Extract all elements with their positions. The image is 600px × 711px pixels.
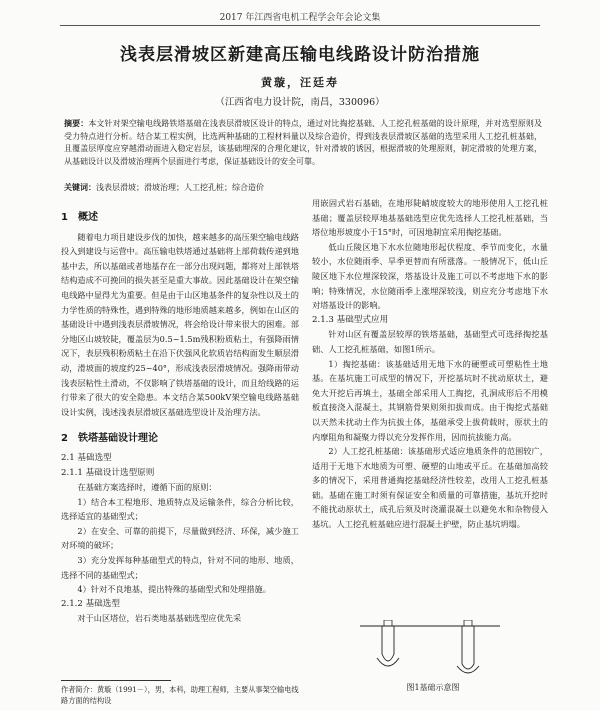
list-item: 1）掏挖基础：该基础适用无地下水的硬塑或可塑粘性土地基。在基坑施工可成型的情况下，开挖基坑时不扰动原状土，避免大开挖后再填土，基础全部采用人工掏挖，孔洞成形后不用模板直接浇入混凝土，其钢筋骨架则须扣拔而成。由于掏挖式基础以天然未扰动土作为抗拔土体，基础承受上拔荷载时，原状土的内摩阻角和凝聚力得以充分发挥作用，因而抗拔能力高。 (312, 358, 548, 442)
paragraph: 低山丘陵区地下水水位随地形起伏程度、季节而变化，水量较小，水位随雨季、旱季更替而有所涨落。一般情况下，低山丘陵区地下水位埋深较深，塔基设计及施工可以不考虑地下水的影响；特殊情况，水位随雨季上涨埋深较浅，则应充分考虑地下水对塔基设计的影响。 (312, 241, 548, 311)
list-item: 1）结合本工程地形、地质特点及运输条件，综合分析比较，选择适宜的基础型式； (61, 496, 299, 522)
subsection-heading: 2.1.3 基础型式应用 (312, 314, 389, 325)
list-item: 2）人工挖孔桩基础：该基础形式适应地质条件的范围较广，适用于无地下水地质为可塑、硬塑的山地或平丘。在基础加高较多的情况下，采用普通掏挖基础经济性较差，改用人工挖孔桩基础。基础在施工时须有保证安全和质量的可靠措施，基坑开挖时不能扰动原状土，成孔后须及时浇灌混凝土以避免水和杂物侵入基坑。人工挖孔桩基础应进行混凝土护壁，防止基坑坍塌。 (312, 446, 548, 530)
abstract (64, 118, 542, 168)
paragraph: 用嵌固式岩石基础，在地形陡峭坡度较大的地形使用人工挖孔桩基础；覆盖层较厚地基基础选型应优先选择人工挖孔桩基础，当塔位地形坡度小于15°时，可因地制宜采用掏挖基础。 (312, 198, 548, 238)
foundation-diagram (360, 620, 500, 678)
subsection-heading: 2.1 基础选型 (61, 452, 112, 463)
abstract-text: 本文针对架空输电线路铁塔基础在浅表层滑坡区设计的特点，通过对比掏挖基础、人工挖孔桩基础的设计原理，并对选型原则及受力特点进行分析。结合某工程实例，比选两种基础的工程材料量以及综合造价，得到浅表层滑坡区基础的选型采用人工挖孔桩基础，且覆盖层厚度应穿越滑动面进入稳定岩层，该基础埋深的合理化建议，针对滑坡的诱因，根据滑坡的处理原则，制定滑坡的处理方案，从基础设计以及滑坡治理两个层面进行考虑，保证基础设计的安全可靠。 (64, 119, 542, 166)
paragraph: 在基础方案选择时，遵循下面的原则： (77, 482, 217, 493)
header-rule (60, 25, 540, 26)
list-item: 3）充分发挥每种基础型式的特点，针对不同的地形、地质，选择不同的基础型式； (61, 555, 299, 580)
keywords-label: 关键词： (64, 183, 96, 192)
keywords (64, 182, 542, 193)
running-head: 2017 年江西省电机工程学会年会论文集 (219, 13, 381, 23)
section-heading-1: 1 概述 (61, 212, 98, 223)
figure-caption: 图1基础示意图 (406, 683, 460, 692)
paragraph: 对于山区塔位，岩石类地基基础选型应优先采 (77, 613, 242, 624)
excavation-foundation (377, 620, 399, 666)
paragraph: 随着电力项目建设步伐的加快，越来越多的高压架空输电线路投入到建设与运营中。高压输电铁塔通过基础将上部荷载传递到地基中去，所以基础或者地基存在一部分出现问题，都将对上部铁塔结构造成不可挽回的损失甚至是重大事故。因此基础设计在架空输电线路中显得尤为重要。但是由于山区地基条件的复杂性以及土的力学性质的特殊性，遇到特殊的地形地质越来越多，例如在山区的基础设计中遇到浅表层滑坡情况，将会给设计带来很大的困难。部分地区山坡较陡，覆盖层为0.5~1.5m残积粉质粘土，有强降雨情况下，表层残积粉质粘土在沿下伏强风化软质岩结构面发生顺层滑动，滑坡面的坡度约25~40°，形成浅表层滑坡情况。强降雨带动浅表层粘性土滑动，不仅影响了铁塔基础的设计，而且给线路的运行带来了很大的安全隐患。本文结合某500kV架空输电线路基础设计实例，浅述浅表层滑坡区基础选型设计及治理方法。 (61, 231, 299, 417)
authors: 黄璇，汪廷寿 (261, 76, 339, 89)
list-item: 4）针对不良地基，提出特殊的基础型式和处理措施。 (77, 584, 271, 595)
author-footnote: 作者简介：黄璇（1991－），男，本科，助理工程师，主要从事架空输电线路方面的结构设 (61, 685, 299, 705)
subsection-heading: 2.1.1 基础设计选型原则 (61, 467, 155, 478)
list-item: 2）在安全、可靠的前提下，尽量做到经济、环保，减少施工对环境的破坏； (61, 525, 299, 551)
footnote-rule (61, 680, 171, 681)
right-column (312, 196, 548, 532)
left-column (61, 205, 299, 626)
affiliation: （江西省电力设计院，南昌，330096） (215, 97, 385, 108)
subsection-heading: 2.1.2 基础选型 (61, 598, 120, 609)
keywords-text: 浅表层滑坡；滑坡治理；人工挖孔桩；综合造价 (96, 183, 264, 192)
paragraph: 针对山区有覆盖层较厚的铁塔基础，基础型式可选择掏挖基础、人工挖孔桩基础，如图1所示。 (312, 329, 548, 354)
paper-title: 浅表层滑坡区新建高压输电线路设计防治措施 (120, 45, 480, 65)
pile-foundation (457, 620, 479, 673)
section-heading-2: 2 铁塔基础设计理论 (61, 433, 158, 445)
abstract-label: 摘要： (64, 119, 89, 128)
